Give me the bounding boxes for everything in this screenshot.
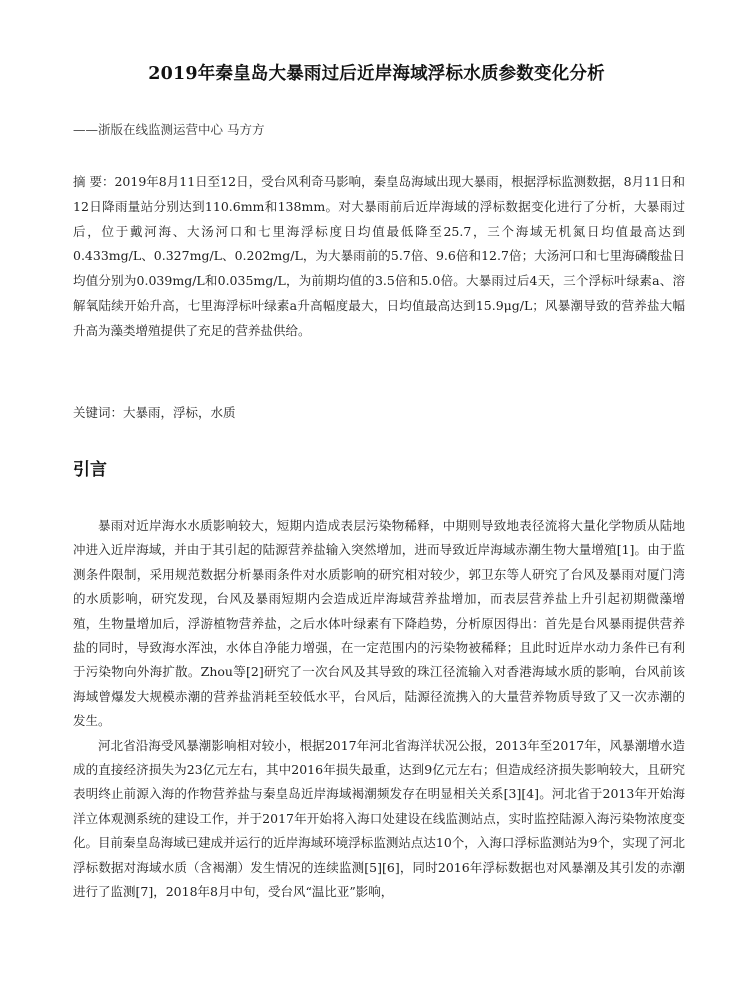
author-line: ——浙版在线监测运营中心 马方方 <box>73 122 265 137</box>
body-paragraph: 暴雨对近岸海水水质影响较大，短期内造成表层污染物稀释，中期则导致地表径流将大量化学物质从陆地冲进入近岸海域，并由于其引起的陆源营养盐输入突然增加，进而导致近岸海域赤潮生物大量增殖[1]。由于监测条件限制，采用规范数据分析暴雨条件对水质影响的研究相对较少，郭卫东等人研究了台风及暴雨对厦门湾的水质影响，研究发现，台风及暴雨短期内会造成近岸海域营养盐增加，而表层营养盐上升引起初期微藻增殖，生物量增加后，浮游植物营养盐，之后水体叶绿素有下降趋势，分析原因得出：首先是台风暴雨提供营养盐的同时，导致海水浑浊，水体自净能力增强，在一定范围内的污染物被稀释；且此时近岸水动力条件已有利于污染物向外海扩散。Zhou等[2]研究了一次台风及其导致的珠江径流输入对香港海域水质的影响，台风前该海域曾爆发大规模赤潮的营养盐消耗至较低水平，台风后，陆源径流携入的大量营养物质导致了又一次赤潮的发生。 <box>73 518 685 729</box>
abstract <box>73 170 685 344</box>
introduction-body <box>73 514 685 905</box>
abstract-text: 2019年8月11日至12日，受台风利奇马影响，秦皇岛海域出现大暴雨，根据浮标监测数据，8月11日和12日降雨量站分别达到110.6mm和138mm。对大暴雨前后近岸海域的浮标数据变化进行了分析，大暴雨过后，位于戴河海、大汤河口和七里海浮标度日均值最低降至25.7，三个海域无机氮日均值最高达到0.433mg/L、0.327mg/L、0.202mg/L，为大暴雨前的5.7倍、9.6倍和12.7倍；大汤河口和七里海磷酸盐日均值分别为0.039mg/L和0.035mg/L，为前期均值的3.5倍和5.0倍。大暴雨过后4天，三个浮标叶绿素a、溶解氧陆续开始升高，七里海浮标叶绿素a升高幅度最大，日均值最高达到15.9μg/L；风暴潮导致的营养盐大幅升高为藻类增殖提供了充足的营养盐供给。 <box>73 174 685 338</box>
keywords-label: 关键词： <box>73 405 124 420</box>
keywords-text: 大暴雨，浮标，水质 <box>123 405 236 420</box>
section-heading-introduction: 引言 <box>73 460 107 480</box>
body-paragraph: 河北省沿海受风暴潮影响相对较小，根据2017年河北省海洋状况公报，2013年至2017年，风暴潮增水造成的直接经济损失为23亿元左右，其中2016年损失最重，达到9亿元左右；但造成经济损失影响较大，且研究表明终止前源入海的作物营养盐与秦皇岛近岸海域褐潮频发存在明显相关关系[3][4]。河北省于2013年开始海洋立体观测系统的建设工作，并于2017年开始将入海口处建设在线监测站点，实时监控陆源入海污染物浓度变化。目前秦皇岛海域已建成并运行的近岸海域环境浮标监测站点达10个，入海口浮标监测站为9个，实现了河北浮标数据对海域水质（含褐潮）发生情况的连续监测[5][6]，同时2016年浮标数据也对风暴潮及其引发的赤潮进行了监测[7]，2018年8月中旬，受台风“温比亚”影响， <box>73 737 685 900</box>
abstract-label: 摘 要： <box>73 174 115 189</box>
document-title: 2019年秦皇岛大暴雨过后近岸海域浮标水质参数变化分析 <box>148 64 605 84</box>
keywords <box>73 403 236 421</box>
